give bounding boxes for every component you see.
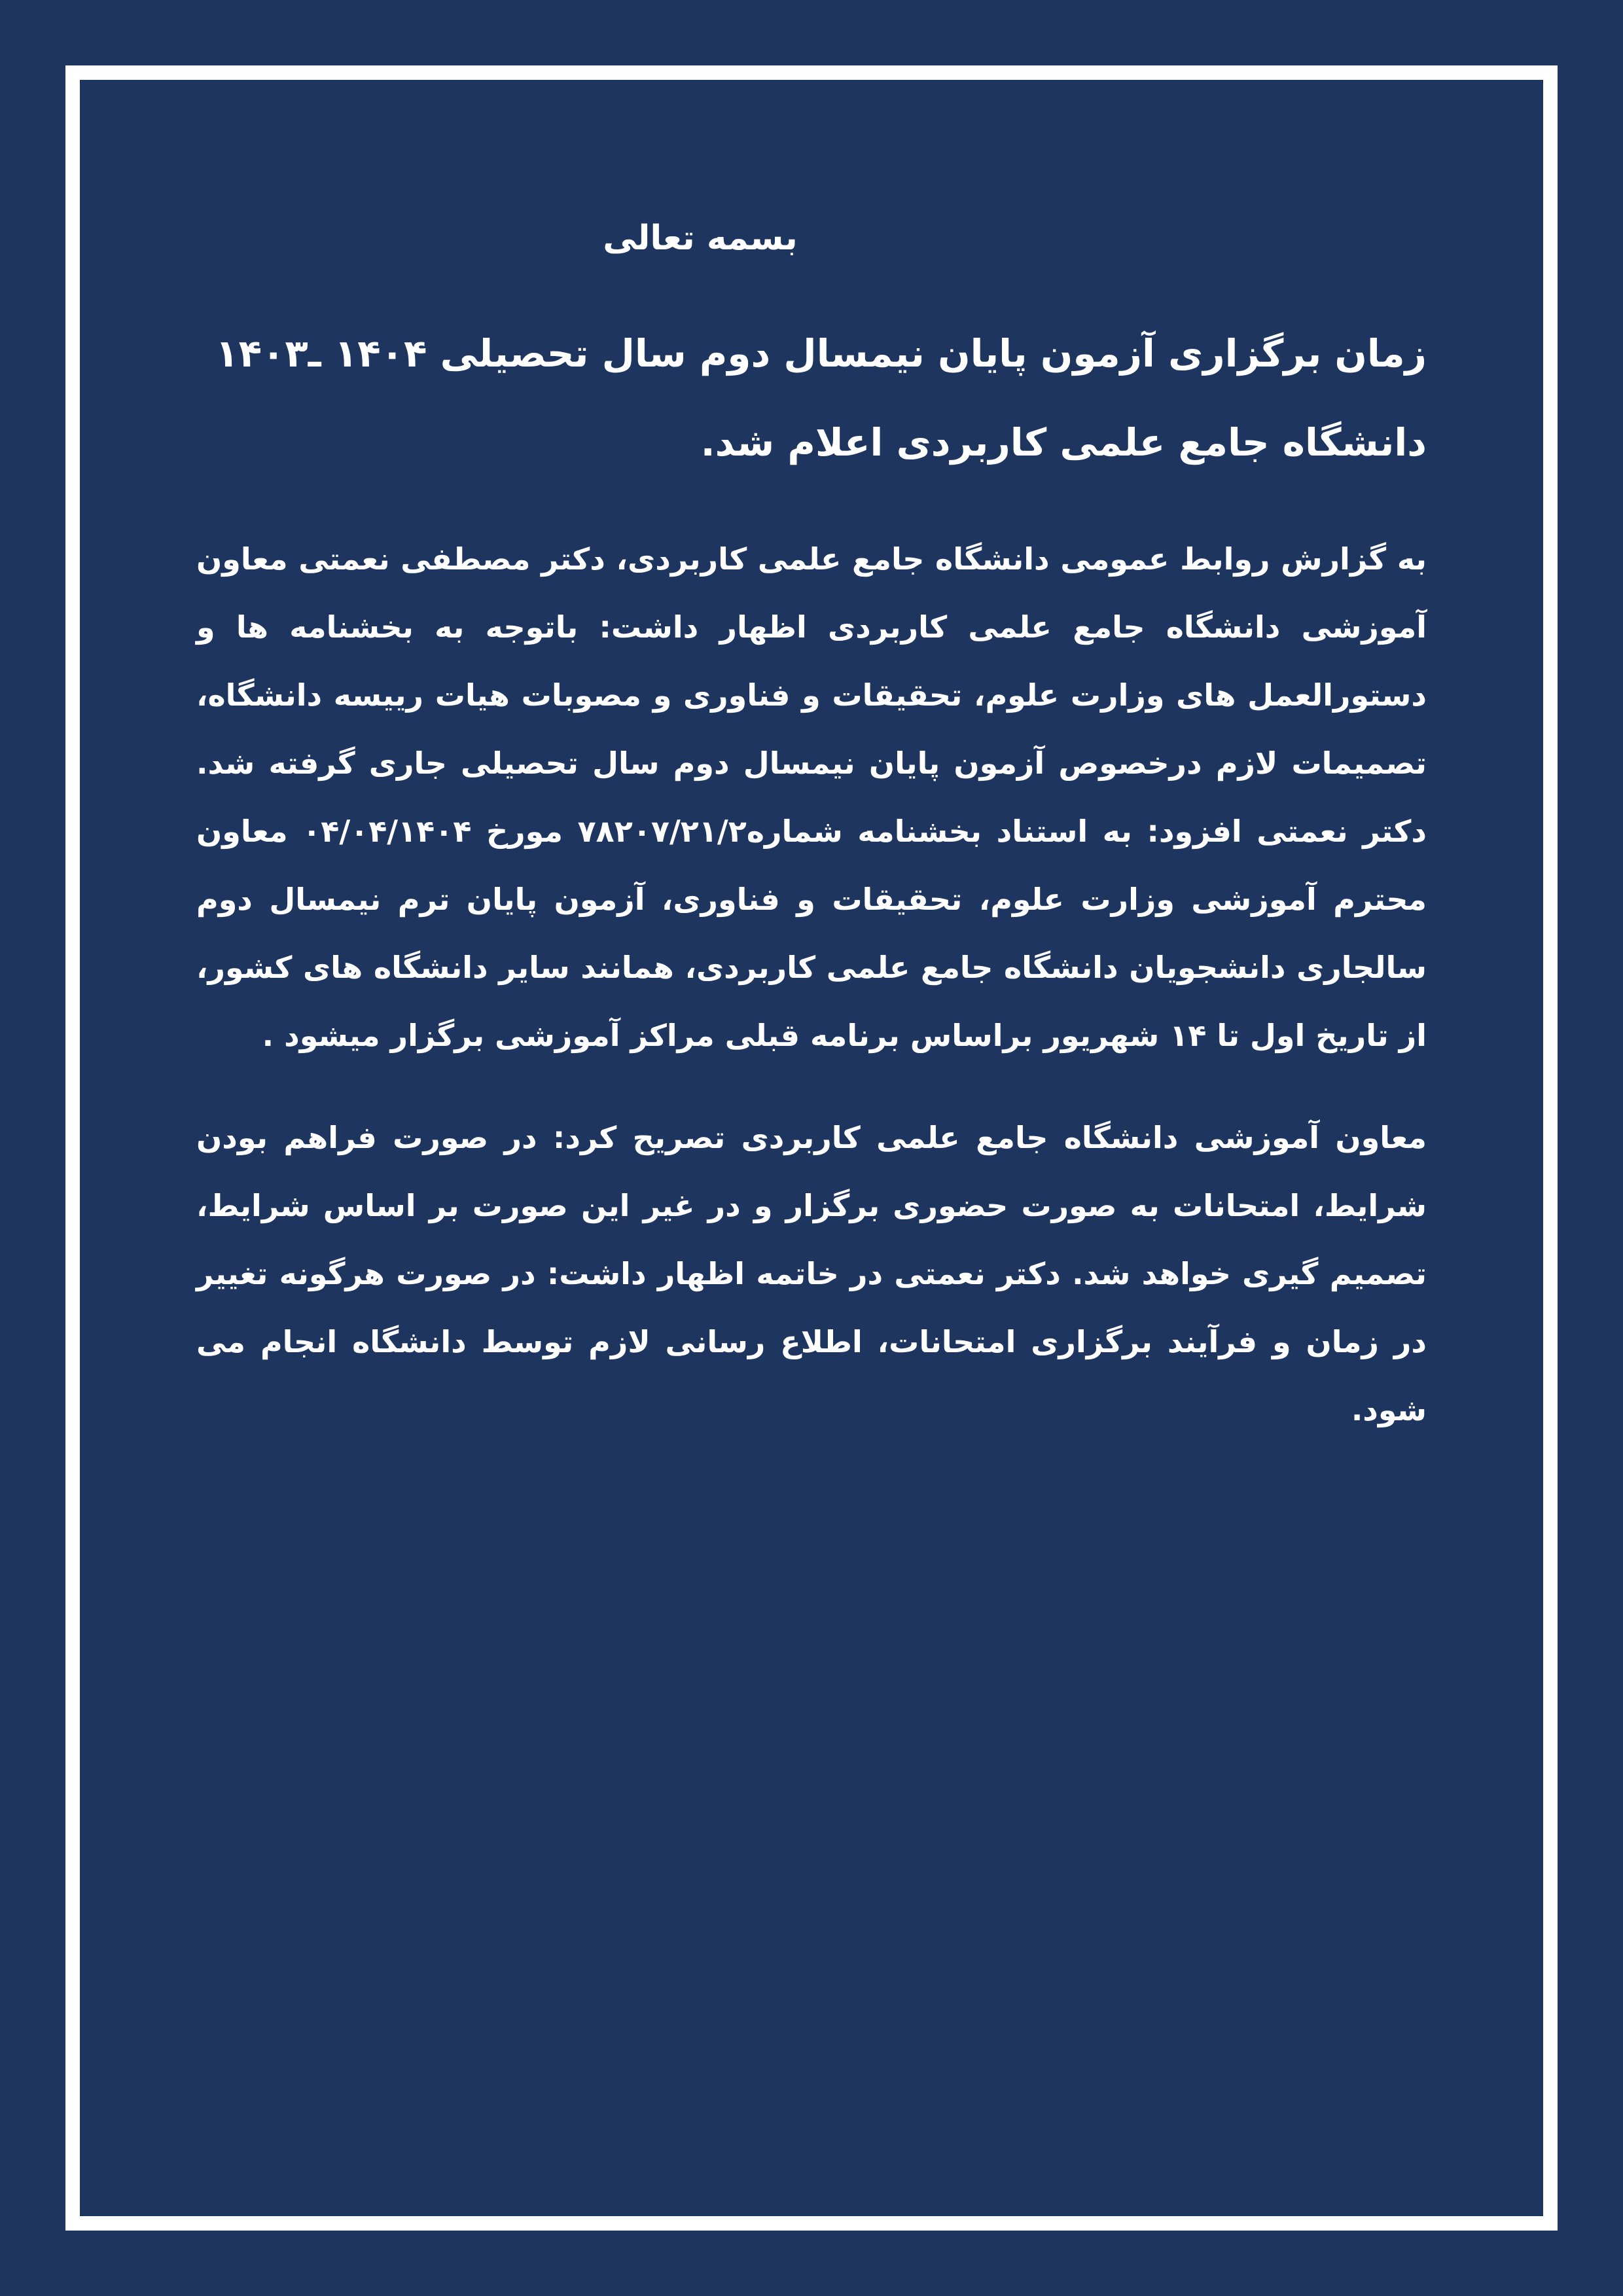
paragraph-1: به گزارش روابط عمومی دانشگاه جامع علمی کاربردی، دکتر مصطفی نعمتی معاون آموزشی دانشگاه جامع علمی کاربردی اظهار داشت: باتوجه به بخشنامه ها و دستورالعمل های وزارت علوم، تحقیقات و فناوری و مصوبات هیات رییسه دانشگاه، تصمیمات لازم درخصوص آزمون پایان نیمسال دوم سال تحصیلی جاری گرفته شد. دکتر نعمتی افزود: به استناد بخشنامه شماره۷۸۲۰۷/۲۱/۲ مورخ ۰۴/۰۴/۱۴۰۴ معاون محترم آموزشی وزارت علوم، تحقیقات و فناوری، آزمون پایان ترم نیمسال دوم سالجاری دانشجویان دانشگاه جامع علمی کاربردی، همانند سایر دانشگاه های کشور، از تاریخ اول تا ۱۴ شهریور براساس برنامه قبلی مراکز آموزشی برگزار میشود . — [196, 541, 1427, 1053]
paragraph-2: معاون آموزشی دانشگاه جامع علمی کاربردی تصریح کرد: در صورت فراهم بودن شرایط، امتحانات به صورت حضوری برگزار و در غیر این صورت بر اساس شرایط، تصمیم گیری خواهد شد. دکتر نعمتی در خاتمه اظهار داشت: در صورت هرگونه تغییر در زمان و فرآیند برگزاری امتحانات، اطلاع رسانی لازم توسط دانشگاه انجام می شود. — [196, 1120, 1427, 1427]
bismillah-heading: بسمه تعالی — [603, 219, 798, 258]
announcement-body — [196, 196, 1427, 1444]
announcement-headline: زمان برگزاری آزمون پایان نیمسال دوم سال تحصیلی ۱۴۰۴ ـ۱۴۰۳ دانشگاه جامع علمی کاربردی اعلام شد. — [215, 331, 1427, 465]
